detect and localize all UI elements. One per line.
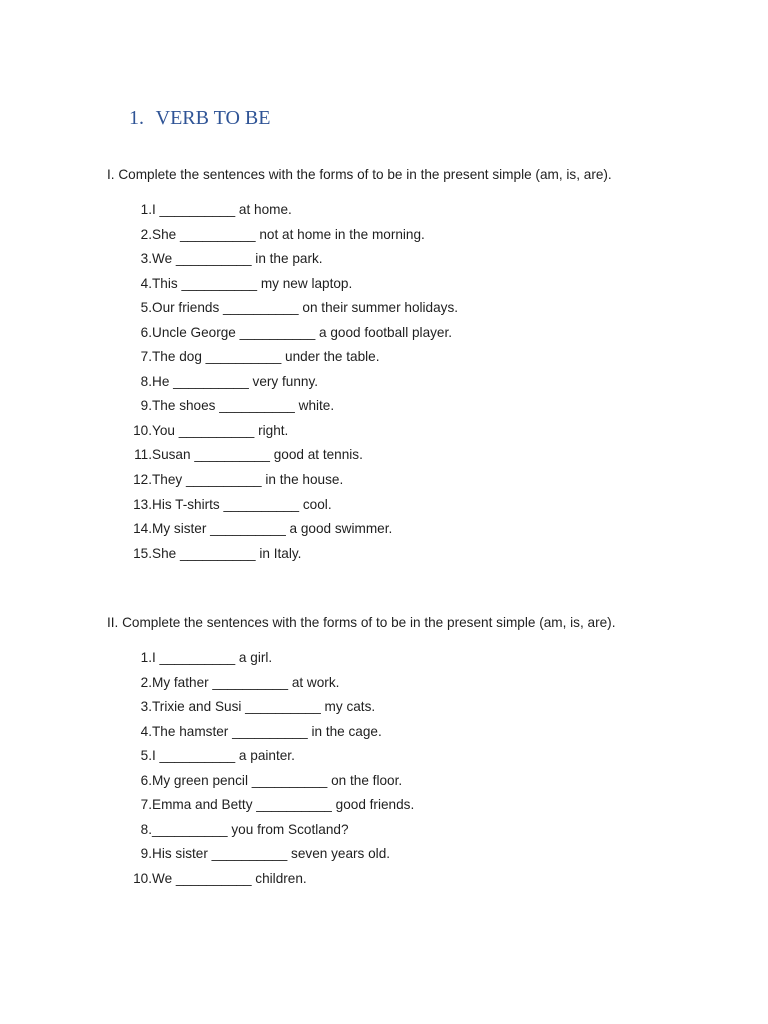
exercise-item <box>120 695 376 720</box>
exercise-item <box>120 793 415 818</box>
exercise-sentence: Our friends __________ on their summer holidays. <box>152 300 459 316</box>
exercise-item <box>120 370 319 395</box>
section-2-exercise-list <box>120 646 415 891</box>
exercise-item <box>120 517 393 542</box>
exercise-sentence: I __________ a painter. <box>152 748 295 764</box>
exercise-sentence: He __________ very funny. <box>152 373 319 389</box>
exercise-item <box>120 394 335 419</box>
exercise-number: 10. <box>133 870 152 886</box>
exercise-number: 12. <box>133 472 152 488</box>
exercise-item <box>120 744 295 769</box>
exercise-sentence: Trixie and Susi __________ my cats. <box>152 699 376 715</box>
section-1-instruction: I. Complete the sentences with the forms of to be in the present simple (am, is, are). <box>107 167 612 182</box>
exercise-number: 10. <box>133 422 152 438</box>
exercise-sentence: We __________ in the park. <box>152 251 323 267</box>
exercise-number: 15. <box>133 545 152 561</box>
exercise-number: 2. <box>140 674 152 690</box>
exercise-number: 13. <box>133 496 152 512</box>
page-title-text: VERB TO BE <box>155 107 271 129</box>
exercise-number: 1. <box>140 650 152 665</box>
exercise-item <box>120 818 349 843</box>
exercise-sentence: Susan __________ good at tennis. <box>152 447 363 463</box>
exercise-sentence: His T-shirts __________ cool. <box>152 496 332 512</box>
exercise-sentence: She __________ in Italy. <box>152 545 302 561</box>
section-2-instruction: II. Complete the sentences with the forms of to be in the present simple (am, is, are). <box>107 615 616 630</box>
exercise-number: 7. <box>140 797 152 813</box>
exercise-number: 8. <box>140 821 152 837</box>
exercise-number: 1. <box>140 202 152 217</box>
exercise-number: 3. <box>140 699 152 715</box>
exercise-sentence: My father __________ at work. <box>152 674 340 690</box>
exercise-item <box>120 223 425 248</box>
exercise-sentence: The hamster __________ in the cage. <box>152 723 382 739</box>
exercise-number: 6. <box>140 772 152 788</box>
exercise-item <box>120 720 382 745</box>
exercise-sentence: They __________ in the house. <box>152 472 344 488</box>
exercise-sentence: I __________ at home. <box>152 202 292 217</box>
exercise-item <box>120 468 344 493</box>
exercise-number: 5. <box>140 300 152 316</box>
exercise-item <box>120 247 323 272</box>
exercise-sentence: His sister __________ seven years old. <box>152 846 391 862</box>
exercise-sentence: The dog __________ under the table. <box>152 349 380 365</box>
exercise-item <box>120 345 380 370</box>
exercise-number: 6. <box>140 324 152 340</box>
exercise-item <box>120 443 363 468</box>
exercise-item <box>120 769 403 794</box>
exercise-number: 7. <box>140 349 152 365</box>
exercise-item <box>120 419 289 444</box>
exercise-number: 8. <box>140 373 152 389</box>
exercise-sentence: Emma and Betty __________ good friends. <box>152 797 415 813</box>
exercise-item <box>120 272 353 297</box>
exercise-item <box>120 646 273 671</box>
exercise-sentence: You __________ right. <box>152 422 289 438</box>
exercise-item <box>120 671 340 696</box>
exercise-item <box>120 493 332 518</box>
exercise-number: 11. <box>134 447 152 463</box>
page-title-number: 1. <box>129 107 144 129</box>
exercise-item <box>120 321 453 346</box>
exercise-item <box>120 542 302 567</box>
exercise-sentence: __________ you from Scotland? <box>152 821 349 837</box>
page-title <box>129 107 270 130</box>
exercise-number: 14. <box>133 521 152 537</box>
section-1-exercise-list <box>120 198 459 566</box>
exercise-number: 5. <box>140 748 152 764</box>
exercise-item <box>120 867 307 892</box>
exercise-sentence: My sister __________ a good swimmer. <box>152 521 393 537</box>
exercise-sentence: We __________ children. <box>152 870 307 886</box>
exercise-sentence: Uncle George __________ a good football player. <box>152 324 453 340</box>
exercise-number: 4. <box>140 723 152 739</box>
exercise-number: 9. <box>140 846 152 862</box>
exercise-sentence: My green pencil __________ on the floor. <box>152 772 403 788</box>
exercise-sentence: The shoes __________ white. <box>152 398 335 414</box>
exercise-number: 2. <box>140 226 152 242</box>
exercise-item <box>120 296 459 321</box>
exercise-sentence: She __________ not at home in the morning. <box>152 226 425 242</box>
exercise-number: 4. <box>140 275 152 291</box>
exercise-item <box>120 842 391 867</box>
exercise-sentence: This __________ my new laptop. <box>152 275 353 291</box>
exercise-item <box>120 198 292 223</box>
exercise-sentence: I __________ a girl. <box>152 650 273 665</box>
exercise-number: 9. <box>140 398 152 414</box>
exercise-number: 3. <box>140 251 152 267</box>
